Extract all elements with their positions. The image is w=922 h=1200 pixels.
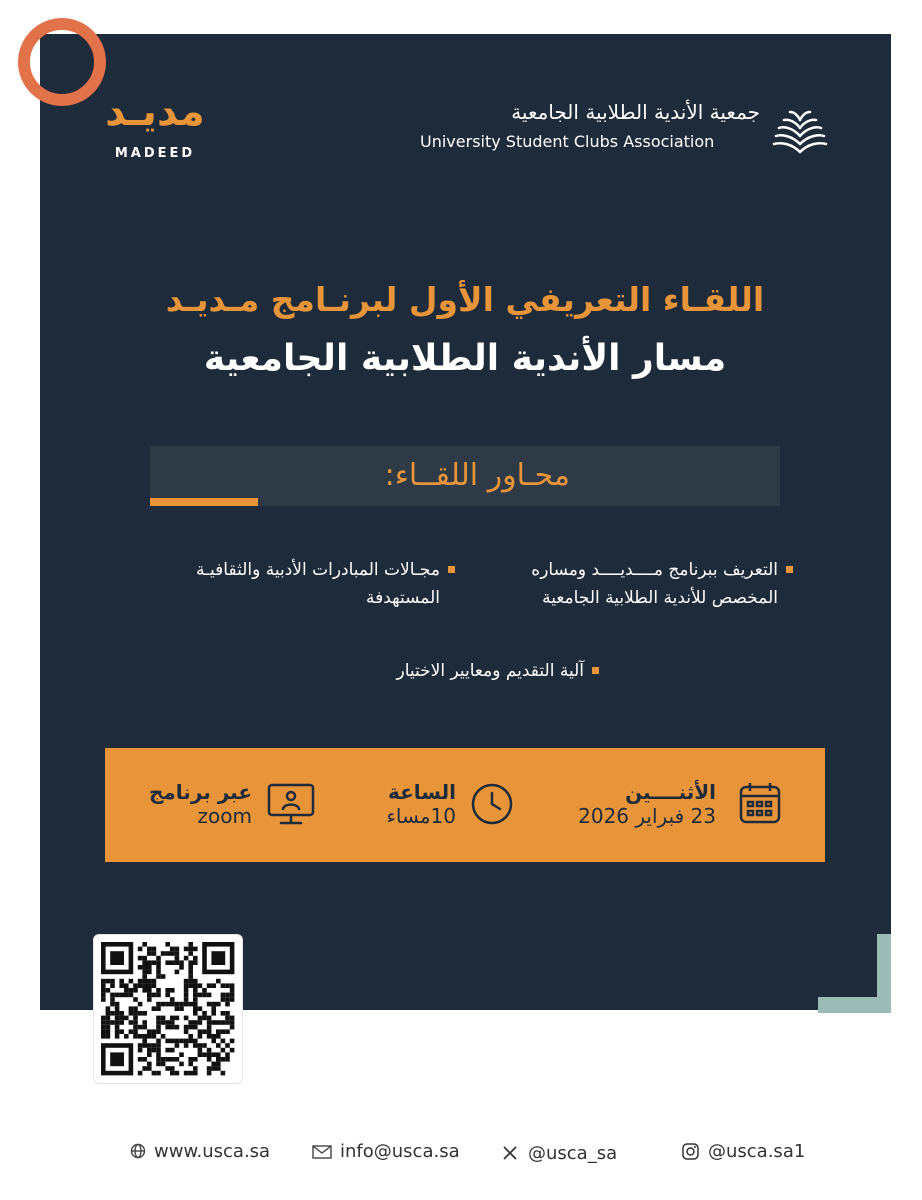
bullet-marker (786, 566, 793, 573)
globe-icon (130, 1143, 146, 1159)
association-name-arabic: جمعية الأندية الطلابية الجامعية (511, 100, 760, 124)
association-name-english: University Student Clubs Association (420, 132, 715, 151)
event-platform (130, 780, 252, 828)
qr-code[interactable] (93, 934, 243, 1084)
axis-item-2-line-1: مجـالات المبادرات الأدبية والثقافيـة (195, 560, 440, 580)
footer-instagram[interactable]: @usca.sa1 (708, 1141, 806, 1162)
association-name (420, 100, 760, 151)
title-line-1: اللقـاء التعريفي الأول لبرنـامج مـديـد (165, 280, 765, 319)
footer-x-handle[interactable]: @usca_sa (528, 1143, 618, 1164)
axis-item-1 (460, 556, 778, 612)
axis-item-1-line-1: التعريف ببرنامج مــــديــــد ومساره (531, 560, 778, 580)
x-icon (502, 1145, 518, 1161)
footer-email[interactable]: info@usca.sa (340, 1141, 460, 1162)
event-time (360, 780, 456, 828)
axes-title: محـاور اللقــاء: (384, 458, 570, 493)
title-line-2: مسار الأندية الطلابية الجامعية (203, 338, 727, 379)
event-date (560, 780, 716, 828)
event-day: الأثنــــين (625, 780, 716, 804)
event-time-value: 10مساء (386, 804, 456, 828)
monitor-user-icon (266, 782, 316, 826)
event-platform-label: عبر برنامج (149, 780, 252, 804)
event-date-value: 23 فبراير 2026 (578, 804, 716, 828)
axis-item-3-line-1: آلية التقديم ومعايير الاختيار (396, 661, 584, 681)
calendar-icon (738, 780, 782, 826)
event-platform-value: zoom (197, 804, 252, 828)
event-time-label: الساعة (387, 780, 456, 804)
book-logo-icon (770, 100, 830, 160)
madeed-logo (100, 89, 210, 161)
axes-header-accent-bar (150, 498, 258, 506)
axis-item-2 (130, 556, 440, 612)
qr-code-pattern (94, 935, 242, 1083)
madeed-logo-arabic: مديـد (105, 89, 205, 135)
teal-corner-decoration-vertical (877, 934, 891, 1013)
clock-icon (470, 782, 514, 826)
footer-website[interactable]: www.usca.sa (154, 1141, 271, 1162)
orange-ring-decoration (18, 18, 106, 106)
axis-item-2-line-2: المستهدفة (365, 588, 440, 608)
mail-icon (312, 1145, 332, 1159)
instagram-icon (682, 1143, 699, 1160)
axis-item-1-line-2: المخصص للأندية الطلابية الجامعية (542, 588, 778, 608)
madeed-logo-english: MADEED (114, 146, 196, 161)
axis-item-3 (300, 657, 584, 685)
bullet-marker (448, 566, 455, 573)
poster-panel (40, 34, 891, 1010)
bullet-marker (592, 667, 599, 674)
